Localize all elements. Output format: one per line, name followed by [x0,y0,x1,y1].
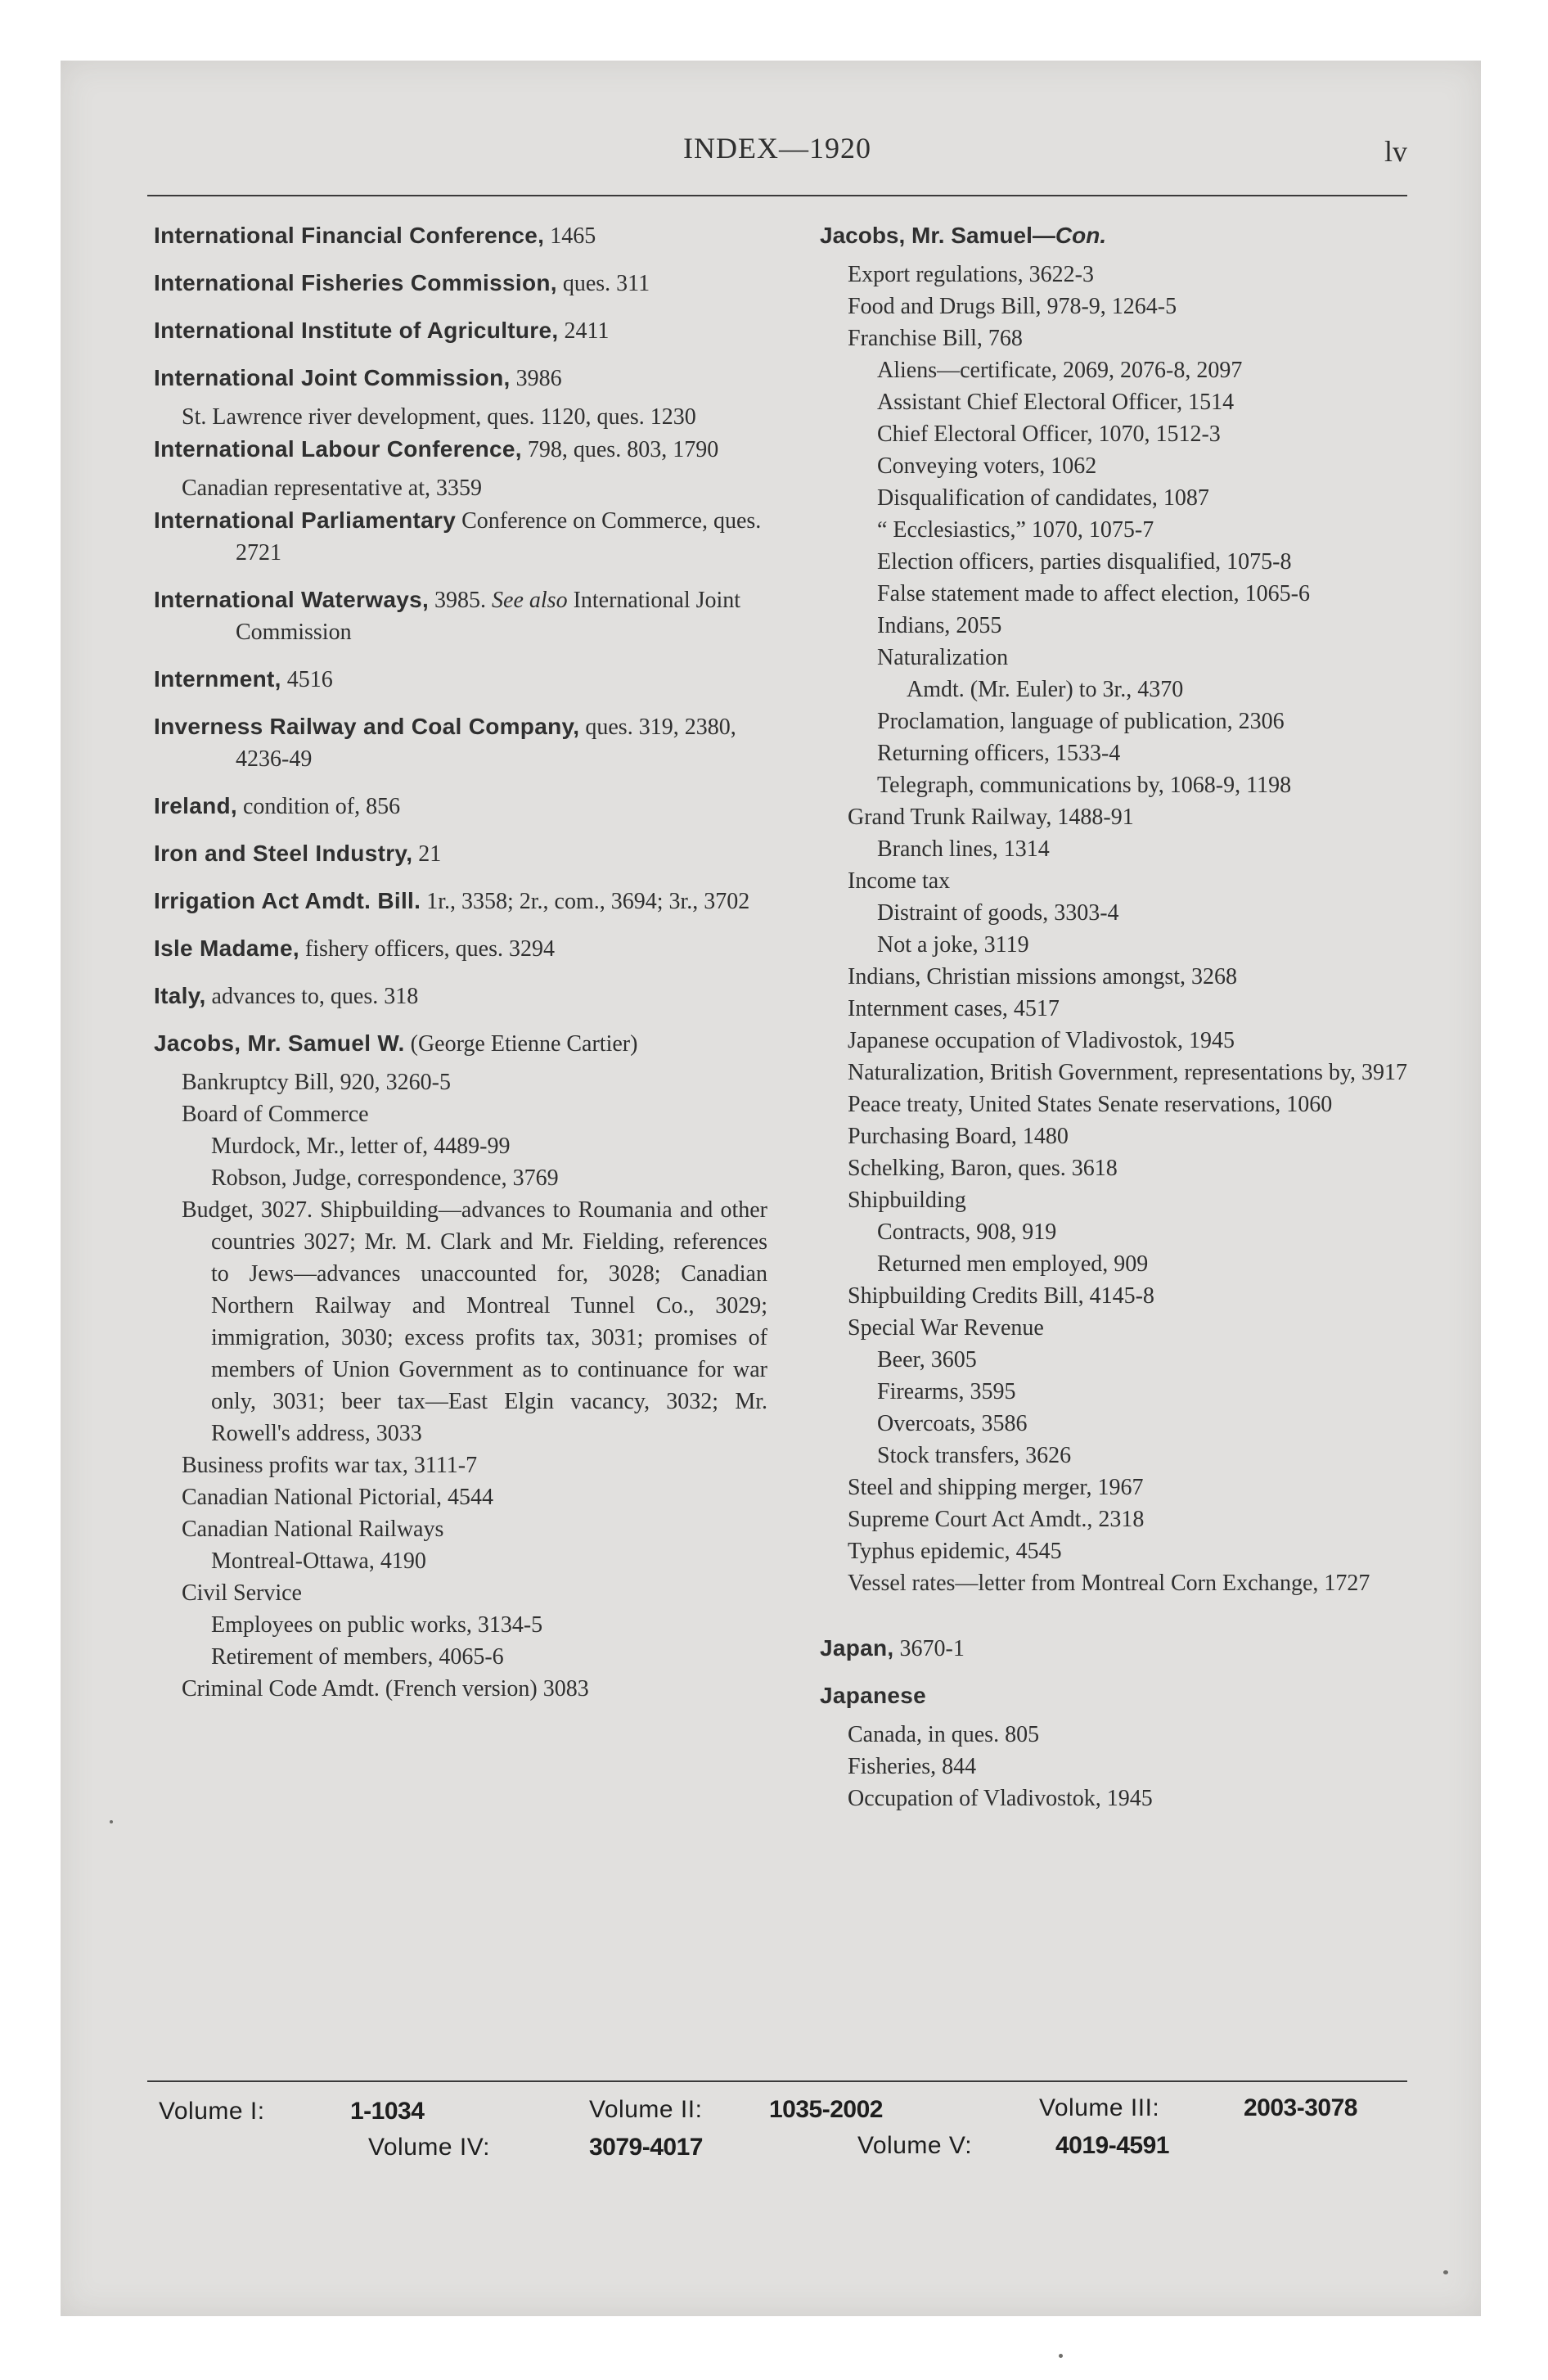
entry-references: fishery officers, ques. 3294 [299,936,555,962]
index-subentry: Disqualification of candidates, 1087 [877,485,1209,511]
entry-references: 1465 [544,223,596,249]
index-subentry: Grand Trunk Railway, 1488-91 [848,805,1134,830]
index-subentry: Japanese occupation of Vladivostok, 1945 [848,1028,1235,1053]
index-subentry: False statement made to affect election, 1065-6 [877,581,1310,606]
index-subentry: Telegraph, communications by, 1068-9, 1198 [877,773,1292,798]
index-entry [154,663,767,696]
volume-4-range: 3079-4017 [589,2134,703,2161]
entry-references: Conference on Commerce, ques. 2721 [236,508,762,566]
index-entry [154,837,767,870]
index-subentry: Murdock, Mr., letter of, 4489-99 [211,1134,511,1159]
entry-references: 21 [412,841,442,867]
index-subentry: Purchasing Board, 1480 [848,1124,1069,1149]
index-subentry: Peace treaty, United States Senate reservations, 1060 [848,1092,1333,1117]
entry-heading: International Fisheries Commission, [154,270,557,295]
entry-references: 3985. [429,588,493,613]
entry-references: 798, ques. 803, 1790 [521,437,719,462]
entry-references: 3670-1 [893,1636,965,1661]
index-subentry: Firearms, 3595 [877,1379,1016,1404]
index-subentry: Shipbuilding Credits Bill, 4145-8 [848,1283,1154,1309]
index-subentry: Not a joke, 3119 [877,932,1029,958]
continued-marker: Con. [1055,223,1107,248]
index-subentry: Aliens—certificate, 2069, 2076-8, 2097 [877,358,1243,383]
entry-heading: Inverness Railway and Coal Company, [154,714,580,739]
volume-2-label: Volume II: [589,2096,703,2123]
index-subentry: Occupation of Vladivostok, 1945 [848,1786,1153,1811]
entry-heading: Italy, [154,983,206,1008]
entry-heading: Jacobs, Mr. Samuel— [820,223,1055,248]
index-subentry: Naturalization [877,645,1009,670]
index-subentry: Contracts, 908, 919 [877,1219,1057,1245]
volume-footer [147,2083,1407,2173]
index-entry [154,267,767,300]
index-subentry: Returned men employed, 909 [877,1251,1149,1277]
volume-1-range: 1-1034 [350,2098,425,2125]
scan-speck [1443,2270,1448,2274]
index-subentry: Beer, 3605 [877,1347,977,1373]
index-entry [154,932,767,965]
index-subentry: Proclamation, language of publication, 2306 [877,709,1285,734]
index-subentry: Stock transfers, 3626 [877,1443,1072,1468]
index-subentry: Criminal Code Amdt. (French version) 3083 [182,1676,589,1702]
index-subentry: Robson, Judge, correspondence, 3769 [211,1165,559,1191]
entry-references: advances to, ques. 318 [205,984,419,1009]
entry-heading: International Joint Commission, [154,365,511,390]
entry-heading: Japan, [820,1635,894,1661]
index-subentry: Civil Service [182,1580,302,1606]
index-subentry: Branch lines, 1314 [877,836,1050,862]
index-subentry: Election officers, parties disqualified, 1075-8 [877,549,1292,575]
see-also-marker: See also [492,588,568,613]
see-also-target: International Joint Commission [236,588,741,645]
entry-references: ques. 311 [556,271,650,296]
index-subentry: Canada, in ques. 805 [848,1722,1040,1747]
entry-heading: International Labour Conference, [154,436,522,462]
index-subentry: Conveying voters, 1062 [877,453,1097,479]
entry-heading: Ireland, [154,793,237,818]
index-subentry: Typhus epidemic, 4545 [848,1539,1062,1564]
scan-speck [110,1820,113,1823]
page-number: lv [1384,135,1407,168]
index-subentry: Canadian National Railways [182,1517,444,1542]
index-subentry: Internment cases, 4517 [848,996,1060,1021]
index-subentry: Indians, 2055 [877,613,1002,638]
index-entry [154,790,767,823]
entry-references: 1r., 3358; 2r., com., 3694; 3r., 3702 [421,889,750,914]
index-subentry: Fisheries, 844 [848,1754,977,1779]
index-subentry: Export regulations, 3622-3 [848,262,1094,287]
index-subentry: Distraint of goods, 3303-4 [877,900,1119,926]
volume-4-label: Volume IV: [368,2134,490,2161]
index-subentry: Schelking, Baron, ques. 3618 [848,1156,1118,1181]
scan-speck [1059,2354,1063,2358]
index-subentry: Income tax [848,868,951,894]
entry-references: 2411 [558,318,610,344]
volume-5-range: 4019-4591 [1055,2132,1169,2159]
index-subentry: Special War Revenue [848,1315,1044,1341]
index-entry [154,1027,767,1060]
index-entry [154,219,767,252]
index-entry [154,584,767,648]
index-entry [154,433,767,466]
header-rule [147,195,1407,196]
index-entry [154,980,767,1012]
index-subentry: Naturalization, British Government, representations by, 3917 [848,1060,1408,1085]
index-subentry: Food and Drugs Bill, 978-9, 1264-5 [848,294,1177,319]
index-subentry: Steel and shipping merger, 1967 [848,1475,1144,1500]
index-entry [820,219,1409,252]
index-subentry: Canadian National Pictorial, 4544 [182,1485,494,1510]
entry-references: (George Etienne Cartier) [404,1031,638,1057]
volume-1-label: Volume I: [159,2098,265,2125]
volume-5-label: Volume V: [857,2132,973,2159]
index-subentry: Canadian representative at, 3359 [182,476,482,501]
index-column-right [820,219,1409,1814]
footer-rule [147,2080,1407,2082]
entry-heading: International Waterways, [154,587,430,612]
volume-3-label: Volume III: [1039,2094,1160,2121]
entry-heading: Japanese [820,1683,927,1708]
index-subentry: Amdt. (Mr. Euler) to 3r., 4370 [907,677,1184,702]
entry-heading: Iron and Steel Industry, [154,841,413,866]
index-subentry: “ Ecclesiastics,” 1070, 1075-7 [877,517,1154,543]
entry-references: 3986 [510,366,562,391]
page-header [147,131,1407,180]
index-subentry: Supreme Court Act Amdt., 2318 [848,1507,1145,1532]
index-subentry: Shipbuilding [848,1188,966,1213]
entry-references: 4516 [281,667,333,692]
index-entry [154,885,767,917]
index-subentry: Budget, 3027. Shipbuilding—advances to Roumania and other countries 3027; Mr. M. Clark and Mr. Fielding, references to Jews—advances unaccounted for, 3028; Canadian Northern Railway and Montreal Tunnel Co., 3029; immigration, 3030; excess profits tax, 3031; promises of members of Union Government as to continuance for war only, 3031; beer tax—East Elgin vacancy, 3032; Mr. Rowell's address, 3033 [182,1197,767,1446]
index-subentry: Employees on public works, 3134-5 [211,1612,543,1638]
entry-heading: Jacobs, Mr. Samuel W. [154,1030,405,1056]
entry-heading: International Financial Conference, [154,223,545,248]
entry-heading: Irrigation Act Amdt. Bill. [154,888,421,913]
index-entry [154,314,767,347]
index-entry [154,362,767,394]
index-subentry: Vessel rates—letter from Montreal Corn Exchange, 1727 [848,1571,1370,1596]
index-entry [820,1632,1409,1665]
entry-references: condition of, 856 [237,794,401,819]
entry-references: ques. 319, 2380, 4236-49 [236,714,736,772]
index-subentry: Assistant Chief Electoral Officer, 1514 [877,390,1235,415]
index-subentry: Returning officers, 1533-4 [877,741,1121,766]
index-subentry: Montreal-Ottawa, 4190 [211,1548,426,1574]
index-subentry: Board of Commerce [182,1102,369,1127]
entry-heading: Internment, [154,666,281,692]
index-column-left [154,219,767,1705]
index-subentry: Retirement of members, 4065-6 [211,1644,504,1670]
page-title: INDEX—1920 [683,132,871,165]
volume-3-range: 2003-3078 [1244,2094,1357,2121]
entry-heading: International Parliamentary [154,507,457,533]
index-subentry: Franchise Bill, 768 [848,326,1023,351]
index-entry [154,710,767,775]
index-subentry: Bankruptcy Bill, 920, 3260-5 [182,1070,451,1095]
index-entry [154,504,767,569]
index-subentry: Overcoats, 3586 [877,1411,1028,1436]
volume-2-range: 1035-2002 [769,2096,883,2123]
index-subentry: Indians, Christian missions amongst, 3268 [848,964,1237,989]
index-subentry: St. Lawrence river development, ques. 1120, ques. 1230 [182,404,696,430]
index-subentry: Chief Electoral Officer, 1070, 1512-3 [877,421,1221,447]
entry-heading: Isle Madame, [154,935,299,961]
entry-heading: International Institute of Agriculture, [154,318,559,343]
index-subentry: Business profits war tax, 3111-7 [182,1453,478,1478]
index-entry [820,1679,1409,1712]
